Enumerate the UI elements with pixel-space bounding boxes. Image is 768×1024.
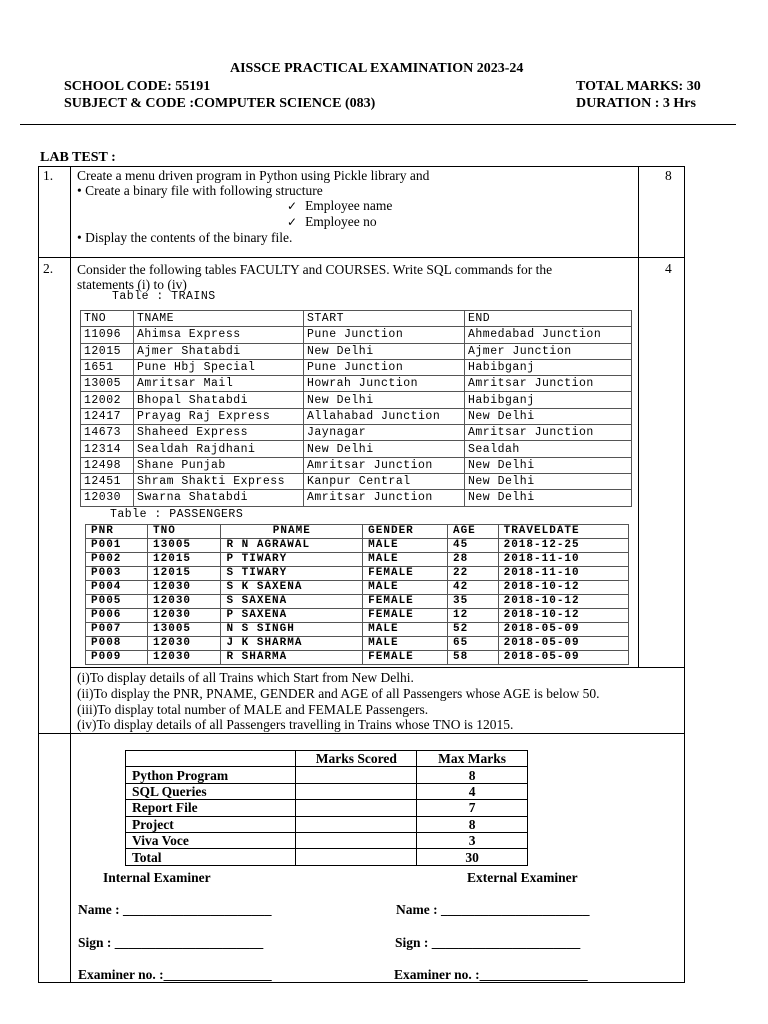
grid-col-divider-left [70,166,71,983]
trains-cell: Shane Punjab [134,457,304,473]
trains-cell: Habibganj [465,392,632,408]
school-code: SCHOOL CODE: 55191 [64,79,211,94]
passengers-table [85,524,629,665]
passengers-cell: 42 [447,581,498,595]
trains-cell: New Delhi [304,441,465,457]
passengers-cell: 2018-10-12 [498,595,628,609]
passengers-cell: P SAXENA [221,609,363,623]
trains-row [81,376,632,392]
passengers-row [86,609,629,623]
passengers-cell: MALE [363,553,448,567]
marks-cell: 4 [417,783,528,799]
trains-cell: 12417 [81,408,134,424]
passengers-cell: R N AGRAWAL [221,539,363,553]
trains-cell: New Delhi [465,408,632,424]
trains-cell: Amritsar Mail [134,376,304,392]
passengers-cell: 12030 [148,651,221,665]
passengers-cell: 12030 [148,595,221,609]
trains-cell: 12314 [81,441,134,457]
marks-table [125,750,528,866]
q2-statement-4: (iv)To display details of all Passengers travelling in Trains whose TNO is 12015. [77,717,514,732]
passengers-cell: P005 [86,595,148,609]
passengers-cell: J K SHARMA [221,637,363,651]
passengers-cell: S K SAXENA [221,581,363,595]
passengers-cell: R SHARMA [221,651,363,665]
passengers-cell: FEMALE [363,651,448,665]
passengers-cell: 58 [447,651,498,665]
trains-row [81,392,632,408]
q2-statement-2: (ii)To display the PNR, PNAME, GENDER and AGE of all Passengers whose AGE is below 50. [77,686,600,701]
external-name-field[interactable]: Name : ______________________ [396,902,590,917]
marks-cell: Total [126,849,296,865]
trains-cell: 12015 [81,343,134,359]
passengers-cell: 13005 [148,623,221,637]
trains-table [80,310,632,507]
trains-cell: 12498 [81,457,134,473]
marks-cell: Project [126,816,296,832]
lab-test-label: LAB TEST : [40,150,116,165]
passengers-cell: FEMALE [363,567,448,581]
trains-cell: Shaheed Express [134,425,304,441]
marks-cell [296,849,417,865]
marks-cell [296,783,417,799]
passengers-cell: N S SINGH [221,623,363,637]
trains-cell: Ajmer Shatabdi [134,343,304,359]
marks-row [126,800,528,816]
passengers-cell: FEMALE [363,609,448,623]
marks-cell: 30 [417,849,528,865]
passengers-cell: P007 [86,623,148,637]
q1-check2-label: Employee no [305,214,377,229]
q2-number: 2. [43,261,54,276]
trains-cell: 13005 [81,376,134,392]
trains-cell: Amritsar Junction [304,457,465,473]
passengers-row [86,539,629,553]
trains-row [81,473,632,489]
marks-cell [296,816,417,832]
trains-cell: Habibganj [465,359,632,375]
marks-cell: Python Program [126,767,296,783]
passengers-cell: 12015 [148,553,221,567]
passengers-cell: P TIWARY [221,553,363,567]
marks-cell [296,832,417,848]
trains-cell: Sealdah [465,441,632,457]
trains-header-cell: TNAME [134,311,304,327]
passengers-row [86,553,629,567]
passengers-cell: 22 [447,567,498,581]
marks-cell [296,767,417,783]
passengers-cell: P002 [86,553,148,567]
external-examiner-no-field[interactable]: Examiner no. :________________ [394,967,588,982]
marks-cell: Report File [126,800,296,816]
trains-cell: Shram Shakti Express [134,473,304,489]
q1-number: 1. [43,168,54,183]
passengers-cell: MALE [363,623,448,637]
passengers-cell: 13005 [148,539,221,553]
trains-row [81,441,632,457]
passengers-cell: 2018-11-10 [498,567,628,581]
passengers-cell: P001 [86,539,148,553]
marks-cell: 8 [417,816,528,832]
passengers-cell: S TIWARY [221,567,363,581]
marks-cell: 3 [417,832,528,848]
grid-row-divider-2 [70,667,685,668]
marks-header-row [126,751,528,767]
total-marks: TOTAL MARKS: 30 [576,79,701,94]
q2-marks: 4 [665,261,672,276]
trains-header-cell: START [304,311,465,327]
trains-cell: 12030 [81,490,134,506]
trains-cell: Howrah Junction [304,376,465,392]
q2-line2: statements (i) to (iv) [77,277,187,292]
trains-cell: Pune Junction [304,359,465,375]
marks-cell: SQL Queries [126,783,296,799]
passengers-cell: P006 [86,609,148,623]
passengers-row [86,595,629,609]
passengers-cell: 2018-12-25 [498,539,628,553]
trains-header-cell: END [465,311,632,327]
passengers-cell: 52 [447,623,498,637]
trains-cell: 12451 [81,473,134,489]
passengers-cell: 35 [447,595,498,609]
passengers-cell: P008 [86,637,148,651]
passengers-cell: P003 [86,567,148,581]
trains-row [81,490,632,506]
marks-cell [296,800,417,816]
trains-cell: New Delhi [465,457,632,473]
trains-cell: Bhopal Shatabdi [134,392,304,408]
q1-check-item-2 [287,214,377,230]
trains-cell: New Delhi [304,392,465,408]
passengers-row [86,623,629,637]
trains-row [81,408,632,424]
passengers-header-cell: GENDER [363,525,448,539]
passengers-header-cell: PNR [86,525,148,539]
trains-cell: Pune Hbj Special [134,359,304,375]
passengers-cell: 2018-10-12 [498,581,628,595]
passengers-cell: 2018-11-10 [498,553,628,567]
trains-cell: 11096 [81,327,134,343]
trains-cell: Allahabad Junction [304,408,465,424]
q2-line1: Consider the following tables FACULTY and COURSES. Write SQL commands for the [77,262,553,277]
passengers-cell: FEMALE [363,595,448,609]
internal-examiner-no-field[interactable]: Examiner no. :________________ [78,967,272,982]
passengers-header-cell: PNAME [221,525,363,539]
trains-cell: New Delhi [465,490,632,506]
marks-row [126,849,528,865]
passengers-cell: 2018-05-09 [498,637,628,651]
passengers-header-row [86,525,629,539]
passengers-cell: 12 [447,609,498,623]
trains-cell: Ahmedabad Junction [465,327,632,343]
q1-check1-label: Employee name [305,198,393,213]
passengers-row [86,651,629,665]
marks-row [126,783,528,799]
passengers-cell: P004 [86,581,148,595]
trains-row [81,359,632,375]
trains-cell: Amritsar Junction [465,376,632,392]
external-sign-field[interactable]: Sign : ______________________ [395,935,581,950]
q2-statement-1: (i)To display details of all Trains which Start from New Delhi. [77,670,414,685]
exam-title: AISSCE PRACTICAL EXAMINATION 2023-24 [230,61,524,76]
trains-cell: Jaynagar [304,425,465,441]
passengers-row [86,581,629,595]
trains-cell: Amritsar Junction [465,425,632,441]
passengers-cell: MALE [363,637,448,651]
trains-header-cell: TNO [81,311,134,327]
internal-examiner-label: Internal Examiner [103,870,211,885]
passengers-cell: P009 [86,651,148,665]
passengers-cell: 12030 [148,609,221,623]
passengers-cell: 12030 [148,581,221,595]
trains-cell: Prayag Raj Express [134,408,304,424]
q1-marks: 8 [665,168,672,183]
passengers-row [86,567,629,581]
q1-line2: • Create a binary file with following structure [77,183,323,198]
trains-cell: Kanpur Central [304,473,465,489]
passengers-cell: 2018-05-09 [498,623,628,637]
trains-cell: 1651 [81,359,134,375]
trains-row [81,343,632,359]
trains-row [81,327,632,343]
passengers-caption: Table : PASSENGERS [110,508,244,521]
marks-cell: 7 [417,800,528,816]
trains-cell: Ajmer Junction [465,343,632,359]
marks-cell: Viva Voce [126,832,296,848]
passengers-header-cell: AGE [447,525,498,539]
subject-code: SUBJECT & CODE :COMPUTER SCIENCE (083) [64,96,376,111]
q1-line3: • Display the contents of the binary file. [77,230,293,245]
marks-cell: 8 [417,767,528,783]
passengers-cell: MALE [363,581,448,595]
passengers-cell: S SAXENA [221,595,363,609]
trains-row [81,425,632,441]
trains-cell: New Delhi [465,473,632,489]
trains-cell: Amritsar Junction [304,490,465,506]
passengers-cell: 65 [447,637,498,651]
trains-row [81,457,632,473]
trains-cell: Swarna Shatabdi [134,490,304,506]
trains-cell: Pune Junction [304,327,465,343]
trains-header-row [81,311,632,327]
q1-check-item-1 [287,198,392,214]
marks-row [126,832,528,848]
passengers-cell: 2018-05-09 [498,651,628,665]
marks-row [126,816,528,832]
passengers-cell: 28 [447,553,498,567]
passengers-header-cell: TNO [148,525,221,539]
grid-row-divider-3 [38,733,685,734]
grid-col-divider-right [638,166,639,667]
internal-name-field[interactable]: Name : ______________________ [78,902,272,917]
passengers-row [86,637,629,651]
marks-header-cell: Marks Scored [296,751,417,767]
passengers-cell: 12015 [148,567,221,581]
passengers-cell: MALE [363,539,448,553]
external-examiner-label: External Examiner [467,870,578,885]
passengers-cell: 2018-10-12 [498,609,628,623]
q2-statement-3: (iii)To display total number of MALE and FEMALE Passengers. [77,702,429,717]
trains-cell: Sealdah Rajdhani [134,441,304,457]
trains-cell: Ahimsa Express [134,327,304,343]
marks-header-cell [126,751,296,767]
trains-cell: 12002 [81,392,134,408]
marks-row [126,767,528,783]
header-rule [20,124,736,125]
marks-header-cell: Max Marks [417,751,528,767]
passengers-cell: 45 [447,539,498,553]
trains-cell: New Delhi [304,343,465,359]
passengers-header-cell: TRAVELDATE [498,525,628,539]
trains-cell: 14673 [81,425,134,441]
duration: DURATION : 3 Hrs [576,96,696,111]
passengers-cell: 12030 [148,637,221,651]
grid-row-divider-1 [38,257,685,258]
q1-line1: Create a menu driven program in Python using Pickle library and [77,168,430,183]
trains-caption: Table : TRAINS [112,290,216,303]
internal-sign-field[interactable]: Sign : ______________________ [78,935,264,950]
